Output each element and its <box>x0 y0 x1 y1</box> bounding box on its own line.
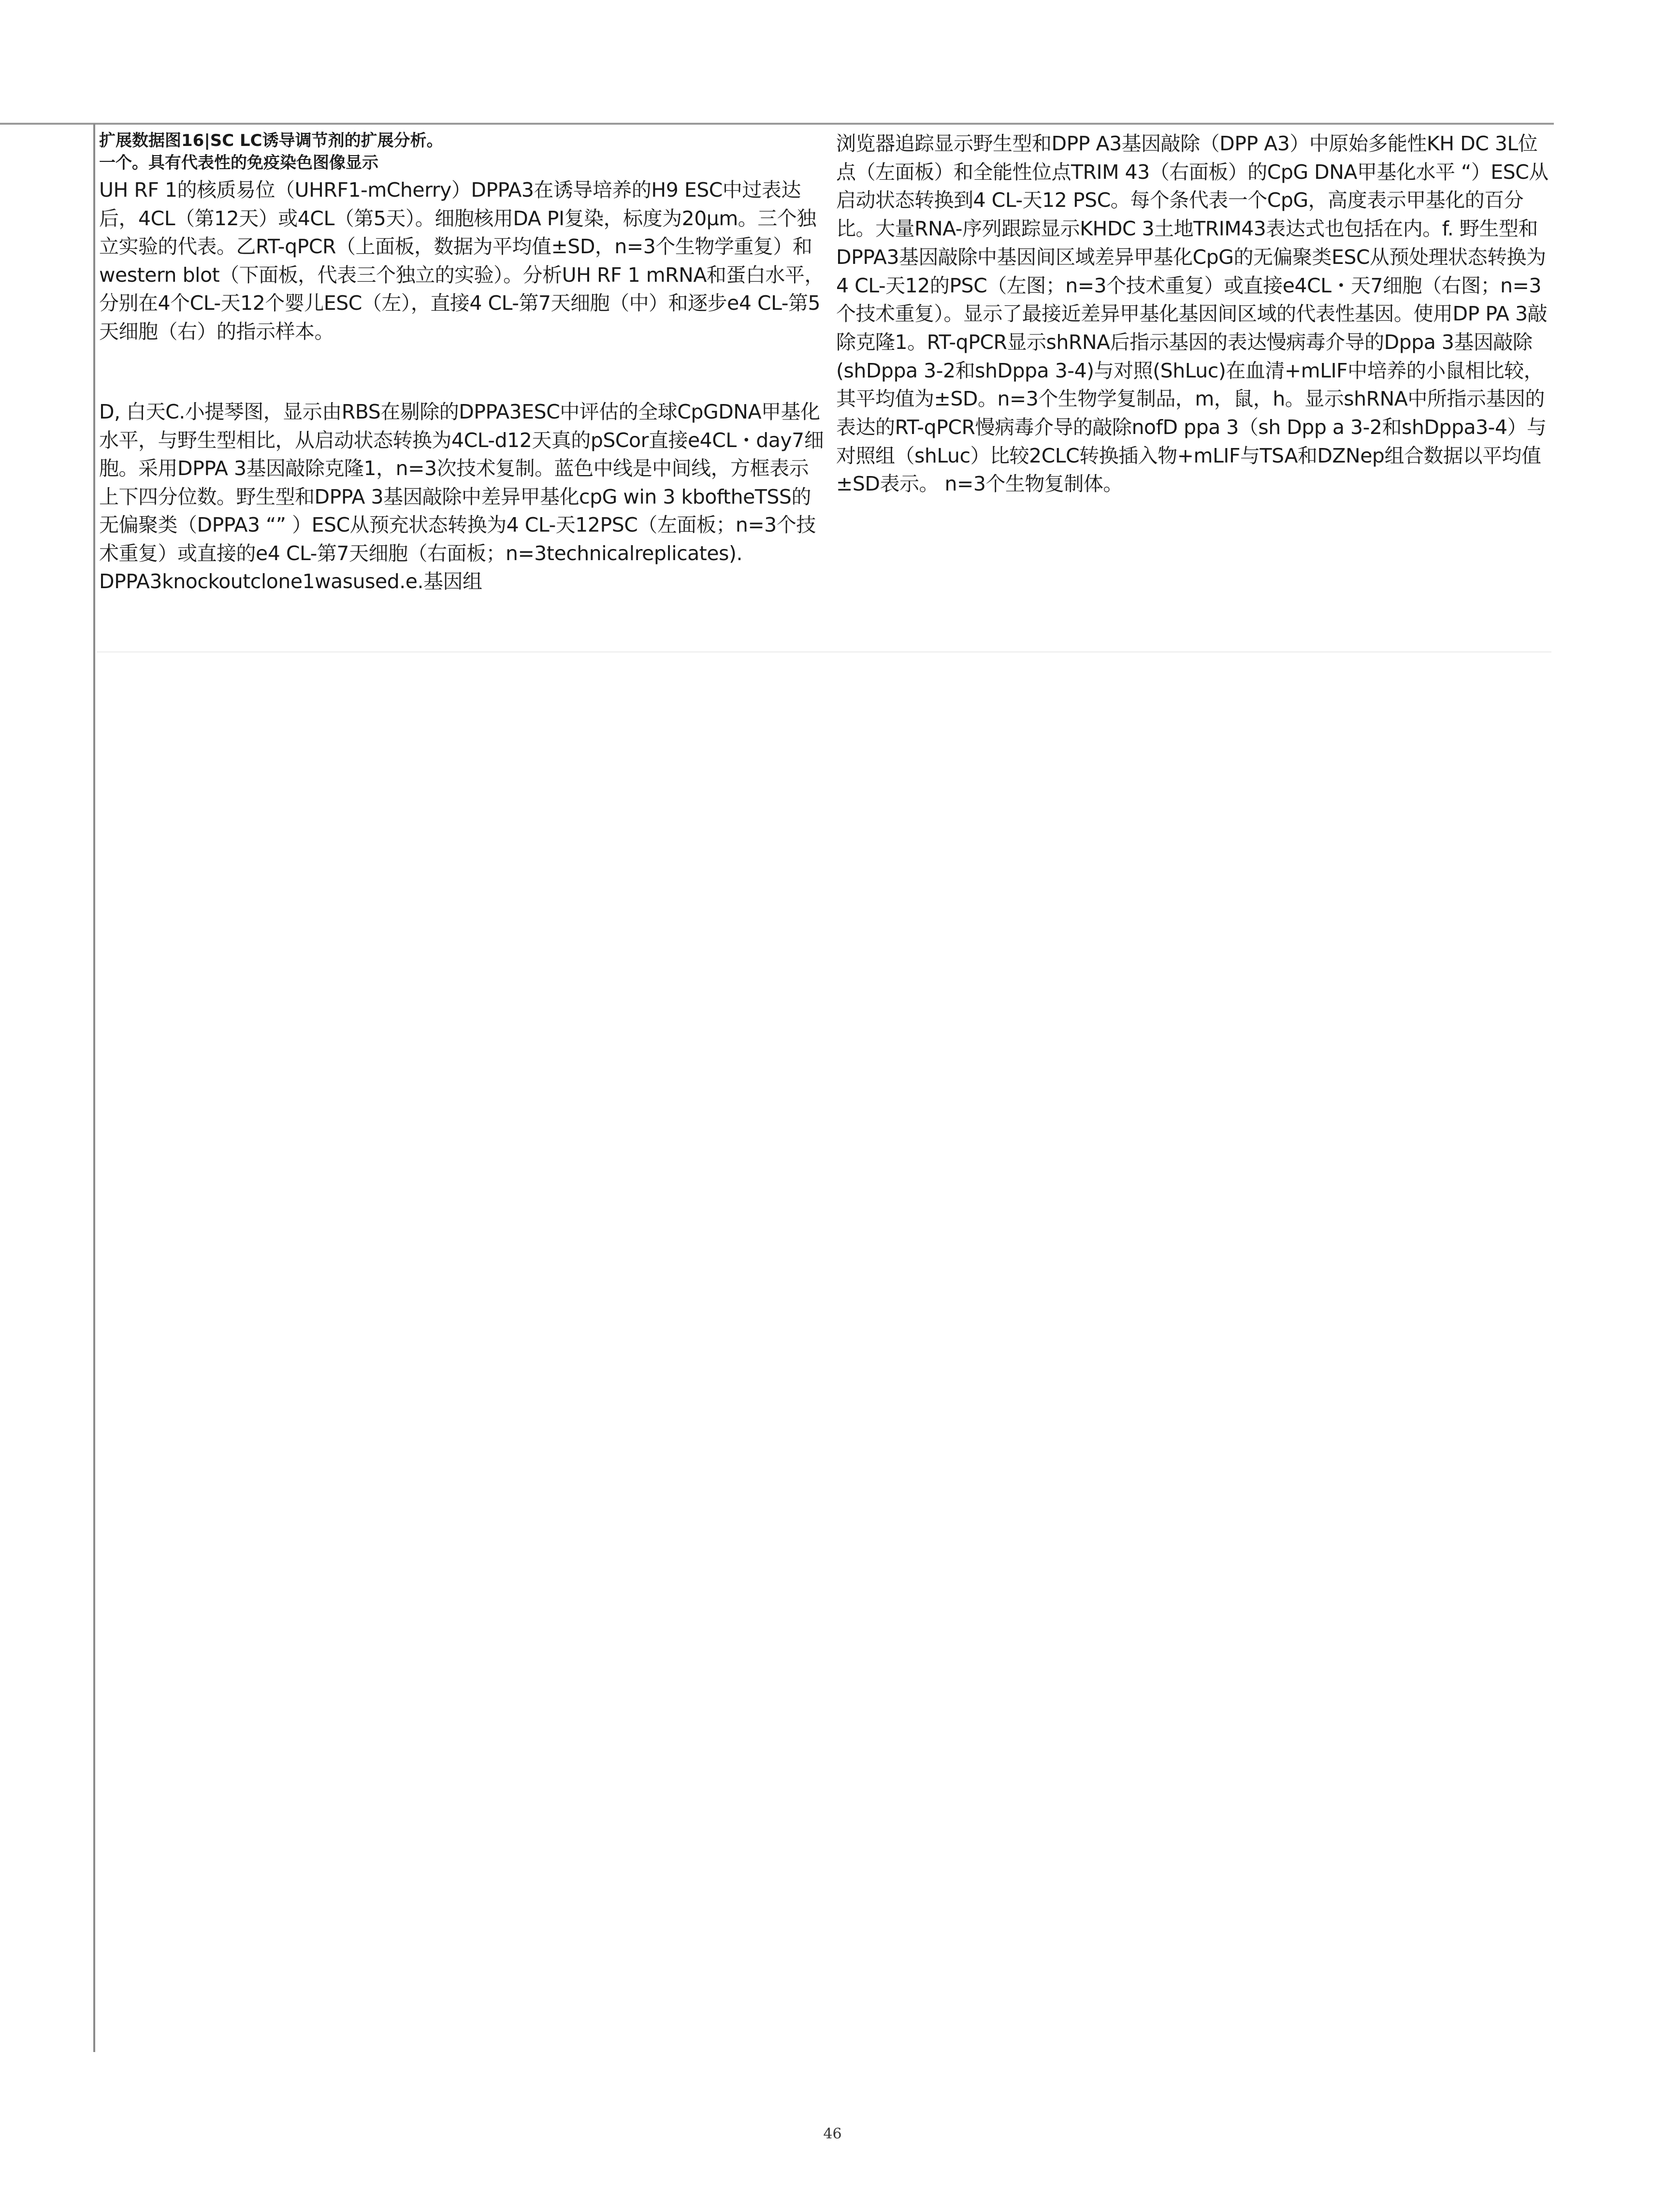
caption-left-column <box>99 130 824 596</box>
page-number: 46 <box>823 2125 842 2142</box>
figure-title: 扩展数据图16|SC LC诱导调节剂的扩展分析。 <box>99 131 443 150</box>
caption-paragraph-right-1: 浏览器追踪显示野生型和DPP A3基因敲除（DPP A3）中原始多能性KH DC 3L位点（左面板）和全能性位点TRIM 43（右面板）的CpG DNA甲基化水平 “）ESC从启动状态转换到4 CL-天12 PSC。每个条代表一个CpG，高度表示甲基化的百分比。大量RNA-序列跟踪显示KHDC 3土地TRIM43表达式也包括在内。f. 野生型和DPPA3基因敲除中基因间区域差异甲基化CpG的无偏聚类ESC从预处理状态转换为4 CL-天12的PSC（左图；n=3个技术重复）或直接e4CL・天7细胞（右图；n=3个技术重复）。显示了最接近差异甲基化基因间区域的代表性基因。使用DP PA 3敲除克隆1。RT-qPCR显示shRNA后指示基因的表达慢病毒介导的Dppa 3基因敲除(shDppa 3-2和shDppa 3-4)与对照(ShLuc)在血清+mLIF中培养的小鼠相比较，其平均值为±SD。n=3个生物学复制品，m，鼠，h。显示shRNA中所指示基因的表达的RT-qPCR慢病毒介导的敲除nofD ppa 3（sh Dpp a 3-2和shDppa3-4）与对照组（shLuc）比较2CLC转换插入物+mLIF与TSA和DZNep组合数据以平均值±SD表示。 n=3个生物复制体。 <box>836 132 1549 496</box>
header-rule <box>0 123 1554 125</box>
figure-subtitle: 一个。具有代表性的免疫染色图像显示 <box>99 153 378 173</box>
left-margin-rule <box>93 124 95 2052</box>
caption-right-column <box>836 130 1551 498</box>
caption-paragraph-left-2: D, 白天C.小提琴图，显示由RBS在剔除的DPPA3ESC中评估的全球CpGDNA甲基化水平，与野生型相比，从启动状态转换为4CL-d12天真的pSCor直接e4CL・day7细胞。采用DPPA 3基因敲除克隆1，n=3次技术复制。蓝色中线是中间线，方框表示上下四分位数。野生型和DPPA 3基因敲除中差异甲基化cpG win 3 kboftheTSS的无偏聚类（DPPA3 “” ）ESC从预充状态转换为4 CL-天12PSC（左面板；n=3个技术重复）或直接的e4 CL-第7天细胞（右面板；n=3technicalreplicates). DPPA3knockoutclone1wasused.e.基因组 <box>99 400 824 593</box>
text-block-divider <box>97 651 1551 652</box>
caption-paragraph-left-1: UH RF 1的核质易位（UHRF1-mCherry）DPPA3在诱导培养的H9 ESC中过表达后，4CL（第12天）或4CL（第5天）。细胞核用DA PI复染，标度为20μm。三个独立实验的代表。乙RT-qPCR（上面板，数据为平均值±SD，n=3个生物学重复）和western blot（下面板，代表三个独立的实验）。分析UH RF 1 mRNA和蛋白水平，分别在4个CL-天12个婴儿ESC（左），直接4 CL-第7天细胞（中）和逐步e4 CL-第5天细胞（右）的指示样本。 <box>99 178 824 343</box>
